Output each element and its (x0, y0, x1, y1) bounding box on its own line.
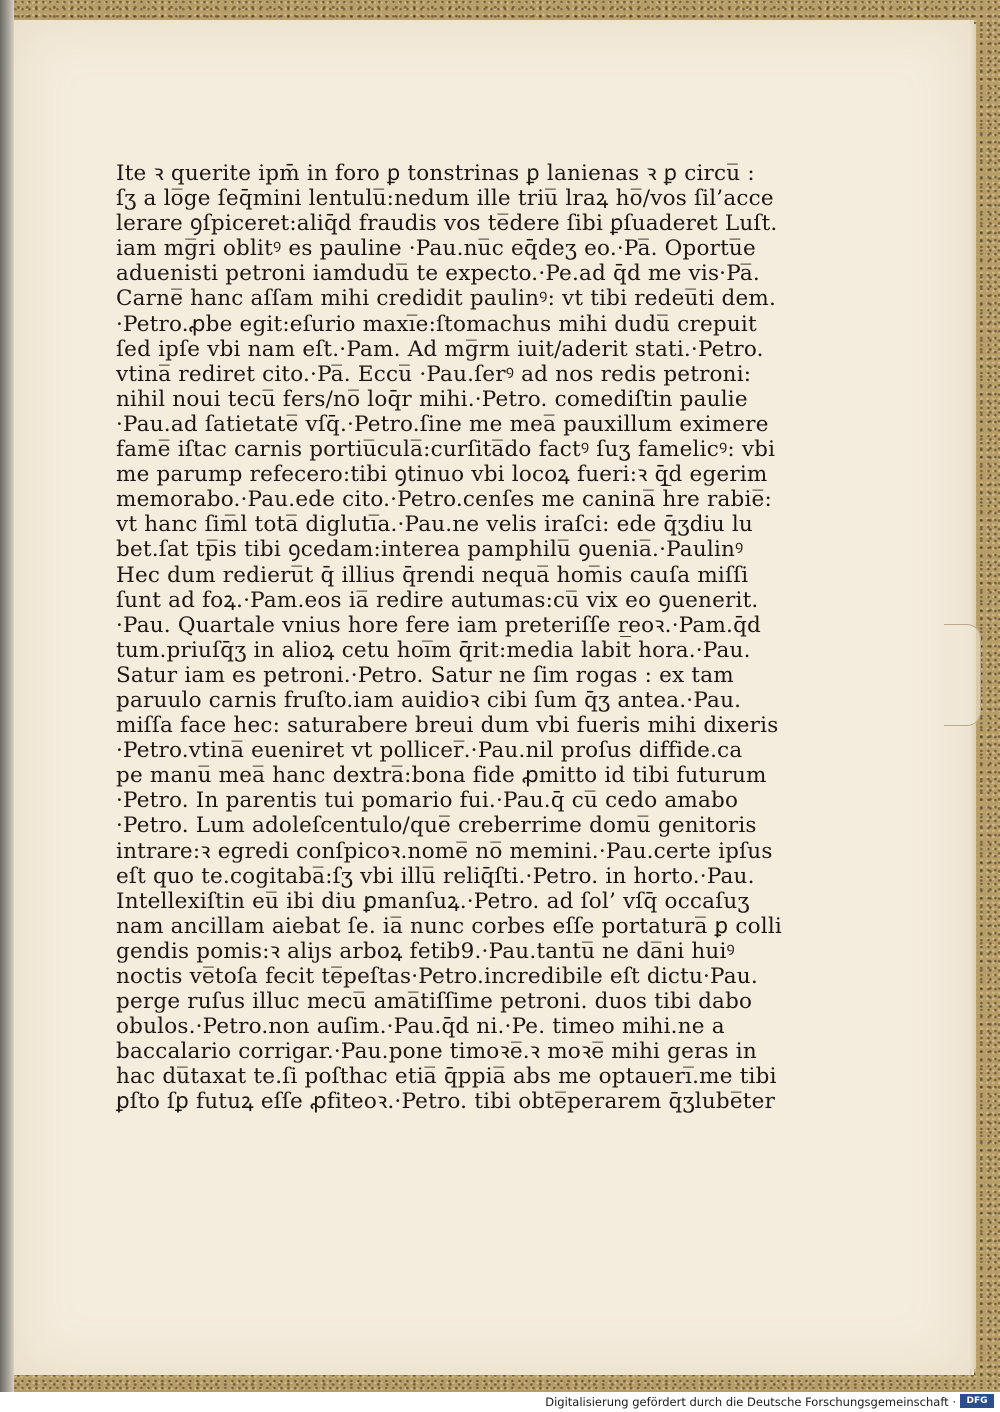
dfg-logo: DFG (960, 1394, 994, 1408)
text-line: intrare:ꝛ egredi conſpicoꝛ.nome̅ no̅ memini.·Pau.certe ipſus (116, 838, 773, 864)
text-line: ·Petro.vtina̅ eueniret vt pollicer̅.·Pau.nil proſus diffide.ca (116, 738, 743, 764)
book-page (14, 20, 970, 1375)
text-line: ·Petro.ꝓbe egit:eſurio maxi̅e:ſtomachus mihi dudu̅ crepuit (116, 311, 757, 337)
text-line: ·Pau.ad ſatietate̅ vſq̄.·Petro.ſine me mea̅ pauxillum eximere (116, 411, 769, 437)
text-line: nihil noui tecu̅ fers/no̅ loq̄r mihi.·Petro. comediſtin paulie (116, 386, 748, 412)
text-line: vt hanc ſim̅l tota̅ digluti̅a.·Pau.ne velis iraſci: ede q̄ʒdiu lu (116, 512, 753, 538)
text-line: pe manu̅ mea̅ hanc dextra̅:bona fide ꝓmitto id tibi futurum (116, 763, 767, 789)
text-line: miſſa face hec: saturabere breui dum vbi fueris mihi dixeris (116, 713, 779, 739)
text-line: aduenisti petroni iamdudu̅ te expecto.·Pe.ad q̄d me vis·Pa̅. (116, 261, 760, 287)
text-line: fame̅ iſtac carnis portiu̅cula̅:curſita̅do factꝰ ſuʒ famelicꝰ: vbi (116, 437, 776, 463)
text-line: me parump refecero:tibi ꝯtinuo vbi locoꝝ fueri:ꝛ q̄d egerim (116, 462, 768, 488)
binding-edge (0, 0, 14, 1392)
text-line: Ite ꝛ querite ipm̄ in foro ꝑ tonstrinas ꝑ lanienas ꝛ ꝑ circu̅ : (116, 161, 755, 186)
text-line: iam mg̅ri oblitꝰ es pauline ·Pau.nu̅c eq̄deʒ eo.·Pa̅. Oportu̅e (116, 236, 756, 262)
text-line: Carne̅ hanc aſſam mihi credidit paulinꝰ: vt tibi redeu̅ti dem. (116, 286, 777, 312)
text-line: paruulo carnis fruſto.iam auidioꝛ cibi ſum q̄ʒ antea.·Pau. (116, 687, 742, 713)
footer-bar (0, 1392, 1000, 1412)
digitization-credit: Digitalisierung gefördert durch die Deutsche Forschungsgemeinschaft · (545, 1395, 956, 1409)
text-line: ·Petro. In parentis tui pomario fui.·Pau.q̄ cu̅ cedo amabo (116, 788, 739, 814)
text-line: eſt quo te.cogitaba̅:ſʒ vbi illu̅ reliq̄ſti.·Petro. in horto.·Pau. (116, 863, 755, 889)
text-line: perge ruſus illuc mecu̅ ama̅tiſſime petroni. duos tibi dabo (116, 989, 753, 1015)
text-line: ꝑſto ſꝑ futuꝝ eſſe ꝓfiteoꝛ.·Petro. tibi obte̅perarem q̄ʒlube̅ter (116, 1089, 776, 1115)
text-line: hac du̅taxat te.ſi poſthac etia̅ q̄ppia̅ abs me optaueri̅.me tibi (116, 1064, 777, 1090)
text-line: gendis pomis:ꝛ aliȷs arboꝝ fetib9.·Pau.tantu̅ ne da̅ni huiꝰ (116, 938, 735, 964)
text-line: Hec dum redieru̅t q̄ illius q̄rendi nequa̅ hom̅is cauſa miſſi (116, 562, 749, 588)
text-line: vtina̅ rediret cito.·Pa̅. Eccu̅ ·Pau.ſerꝰ ad nos redis petroni: (116, 361, 752, 387)
text-line: ·Pau. Quartale vnius hore fere iam preteriſſe reoꝛ.·Pam.q̄d (116, 612, 761, 638)
text-line: baccalario corrigar.·Pau.pone timoꝛe̅.ꝛ moꝛe̅ mihi geras in (116, 1039, 757, 1065)
text-line: ſʒ a lo̅ge ſeq̄mini lentulu̅:nedum ille triu̅ lraꝝ ho̅/vos ſil’acce (116, 186, 774, 212)
printed-text-block (116, 161, 796, 1115)
text-line: ſunt ad foꝝ.·Pam.eos ia̅ redire autumas:cu̅ vix eo ꝯuenerit. (116, 587, 759, 613)
page-tab-marker (944, 624, 981, 726)
text-line: ·Petro. Lum adoleſcentulo/que̅ creberrime domu̅ genitoris (116, 813, 757, 839)
text-line: nam ancillam aiebat ſe. ia̅ nunc corbes eſſe portatura̅ ꝑ colli (116, 913, 782, 939)
text-line: memorabo.·Pau.ede cito.·Petro.cenſes me canina̅ h̅re rabie̅: (116, 487, 772, 513)
text-line: bet.ſat tp̅is tibi ꝯcedam:interea pamphilu̅ ꝯuenia̅.·Paulinꝰ (116, 537, 744, 563)
text-line: lerare ꝯſpiceret:aliq̄d fraudis vos te̅dere ſibi ꝑſuaderet Luſt. (116, 211, 778, 237)
text-line: tum.priuſq̄ʒ in alioꝝ cetu hoi̅m q̄rit:media labit̅ hora.·Pau. (116, 637, 751, 663)
text-line: noctis ve̅toſa fecit te̅peſtas·Petro.incredibile eſt dictu·Pau. (116, 964, 758, 989)
text-line: obulos.·Petro.non auſim.·Pau.q̄d ni.·Pe. timeo mihi.ne a (116, 1014, 725, 1040)
text-line: Intellexiſtin eu̅ ibi diu ꝑmanſuꝝ.·Petro. ad ſol’ vſq̄ occaſuʒ (116, 888, 750, 914)
text-line: Satur iam es petroni.·Petro. Satur ne ſim rogas : ex tam (116, 662, 734, 688)
text-line: ſed ipſe vbi nam eſt.·Pam. Ad mg̅rm iuit/aderit stati.·Petro. (116, 336, 764, 362)
